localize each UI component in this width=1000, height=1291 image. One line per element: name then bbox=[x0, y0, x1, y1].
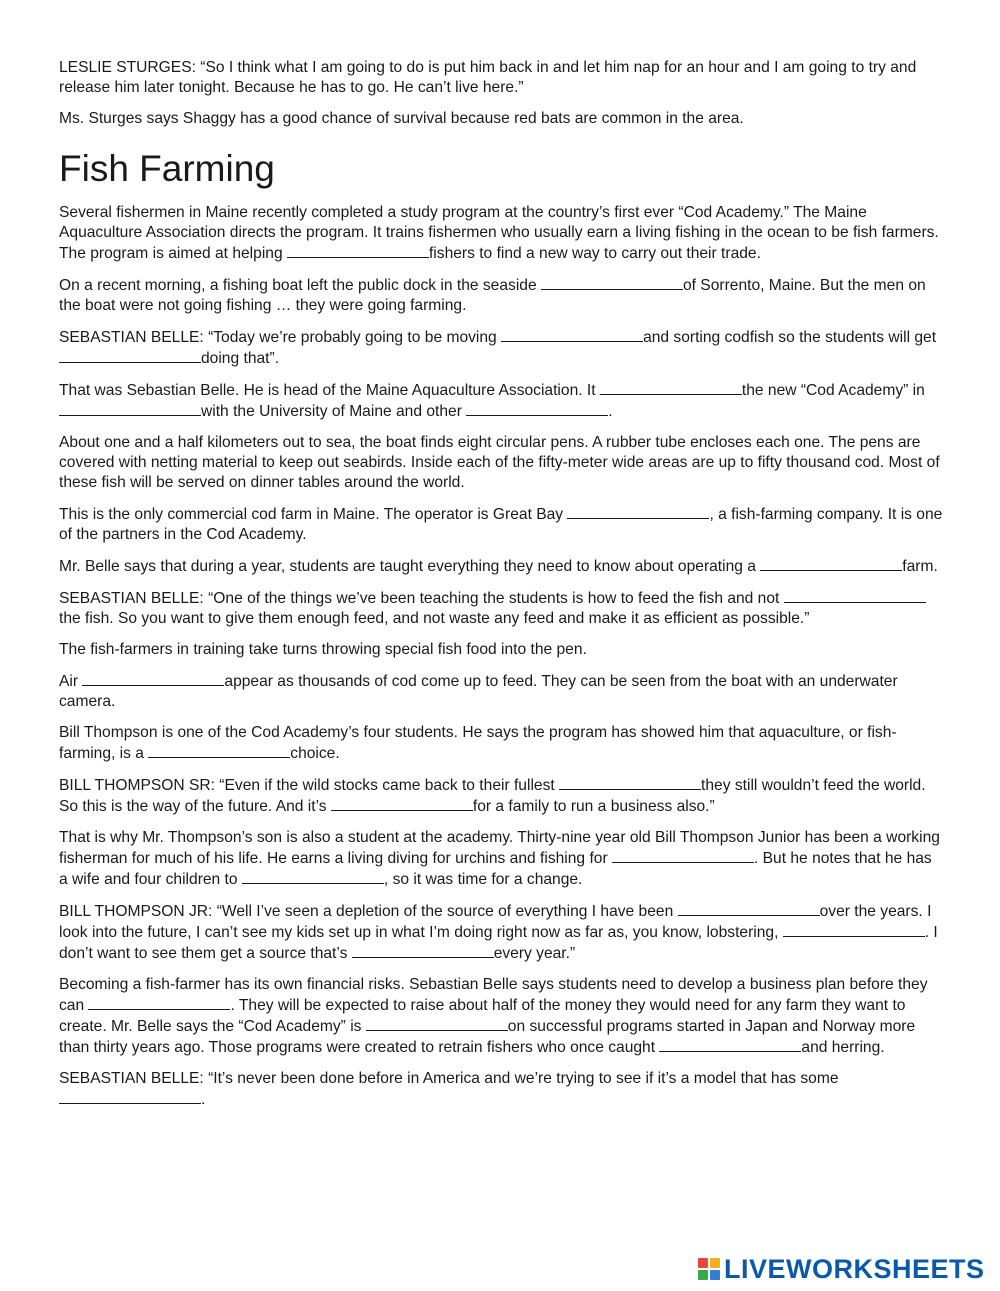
logo-blocks-icon bbox=[698, 1258, 720, 1280]
logo-block bbox=[698, 1258, 708, 1268]
intro-paragraph-2: Ms. Sturges says Shaggy has a good chance of survival because red bats are common in the area. bbox=[59, 110, 744, 127]
logo-text: LIVEWORKSHEETS bbox=[724, 1254, 985, 1284]
answer-blank[interactable] bbox=[88, 995, 230, 1010]
paragraph-text: over the years. I look into the future, I can’t see my kids set up in what I’m doing right now as far as, you know, lobstering, bbox=[59, 903, 932, 941]
paragraph-text: On a recent morning, a fishing boat left the public dock in the seaside bbox=[59, 277, 541, 294]
answer-blank[interactable] bbox=[784, 588, 926, 603]
paragraph-text: the new “Cod Academy” in bbox=[741, 382, 925, 399]
paragraph-text: That is why Mr. Thompson’s son is also a student at the academy. Thirty-nine year old Bill Thompson Junior has been a working fisherman for much of his life. He earns a living diving for urchins and fishing for bbox=[59, 829, 940, 867]
answer-blank[interactable] bbox=[466, 401, 608, 416]
article-paragraph bbox=[59, 1069, 944, 1110]
answer-blank[interactable] bbox=[242, 869, 384, 884]
paragraph-text: , a fish-farming company. It is one of the partners in the Cod Academy. bbox=[59, 506, 943, 543]
answer-blank[interactable] bbox=[760, 556, 902, 571]
answer-blank[interactable] bbox=[82, 671, 224, 686]
article-paragraph bbox=[59, 588, 944, 629]
paragraph-text: That was Sebastian Belle. He is head of the Maine Aquaculture Association. It bbox=[59, 382, 600, 399]
paragraph-text: for a family to run a business also.” bbox=[472, 798, 715, 815]
worksheet-page bbox=[59, 58, 944, 1121]
paragraph-text: choice. bbox=[290, 745, 340, 762]
paragraph-text: . They will be expected to raise about half of the money they would need for any farm they want to create. Mr. Belle says the “Cod Academy” is bbox=[59, 997, 906, 1035]
intro-paragraph-1: LESLIE STURGES: “So I think what I am going to do is put him back in and let him nap for an hour and I am going to try and release him later tonight. Because he has to go. He can’t live here.” bbox=[59, 59, 917, 96]
paragraph-text: Air bbox=[59, 673, 83, 690]
article-paragraph bbox=[59, 901, 944, 964]
page-title: Fish Farming bbox=[59, 148, 275, 189]
paragraph-text: Becoming a fish-farmer has its own financial risks. Sebastian Belle says students need to develop a business plan before they can bbox=[59, 976, 928, 1014]
answer-blank[interactable] bbox=[678, 901, 820, 916]
paragraph-text: This is the only commercial cod farm in Maine. The operator is Great Bay bbox=[59, 506, 568, 523]
paragraph-text: with the University of Maine and other bbox=[201, 403, 467, 420]
paragraph-text: . bbox=[608, 403, 613, 420]
liveworksheets-logo bbox=[698, 1254, 998, 1284]
logo-block bbox=[710, 1258, 720, 1268]
article-paragraph bbox=[59, 640, 944, 660]
answer-blank[interactable] bbox=[567, 504, 709, 519]
article-paragraph bbox=[59, 327, 944, 369]
paragraph-text: SEBASTIAN BELLE: “One of the things we’ve been teaching the students is how to feed the fish and not bbox=[59, 590, 784, 607]
article-paragraph bbox=[59, 828, 944, 890]
paragraph-text: Mr. Belle says that during a year, students are taught everything they need to know about operating a bbox=[59, 558, 761, 575]
answer-blank[interactable] bbox=[331, 796, 473, 811]
paragraph-text: and herring. bbox=[801, 1039, 885, 1056]
article-paragraph bbox=[59, 275, 944, 316]
paragraph-text: of Sorrento, Maine. But the men on the boat were not going fishing … they were going farming. bbox=[59, 277, 926, 314]
paragraph-text: BILL THOMPSON JR: “Well I’ve seen a depletion of the source of everything I have been bbox=[59, 903, 678, 920]
article-paragraph bbox=[59, 723, 944, 764]
article-paragraph bbox=[59, 504, 944, 545]
article-paragraph bbox=[59, 203, 944, 264]
answer-blank[interactable] bbox=[59, 1089, 201, 1104]
answer-blank[interactable] bbox=[287, 243, 429, 258]
answer-blank[interactable] bbox=[612, 848, 754, 863]
paragraph-text: Bill Thompson is one of the Cod Academy’s four students. He says the program has showed him that aquaculture, or fish-farming, is a bbox=[59, 724, 897, 762]
paragraph-text: they still wouldn’t feed the world. So this is the way of the future. And it’s bbox=[59, 777, 926, 815]
answer-blank[interactable] bbox=[600, 380, 742, 395]
logo-block bbox=[710, 1270, 720, 1280]
answer-blank[interactable] bbox=[59, 348, 201, 363]
paragraph-text: . bbox=[201, 1091, 206, 1108]
answer-blank[interactable] bbox=[148, 743, 290, 758]
paragraph-text: About one and a half kilometers out to sea, the boat finds eight circular pens. A rubber tube encloses each one. The pens are covered with netting material to keep out seabirds. Inside each of the fifty-meter wide areas are up to fifty thousand cod. Most of these fish will be served on dinner tables around the world. bbox=[59, 434, 940, 491]
paragraph-text: , so it was time for a change. bbox=[383, 871, 583, 888]
paragraph-text: . I don’t want to see them get a source that’s bbox=[59, 924, 938, 962]
logo-block bbox=[698, 1270, 708, 1280]
paragraph-text: SEBASTIAN BELLE: “It’s never been done before in America and we’re trying to see if it’s a model that has some bbox=[59, 1070, 839, 1087]
answer-blank[interactable] bbox=[783, 922, 925, 937]
article-paragraph bbox=[59, 775, 944, 817]
paragraph-text: on successful programs started in Japan and Norway more than thirty years ago. Those programs were created to retrain fishers who once caught bbox=[59, 1018, 916, 1056]
answer-blank[interactable] bbox=[352, 943, 494, 958]
article-paragraph bbox=[59, 380, 944, 422]
paragraph-text: Several fishermen in Maine recently completed a study program at the country’s first ever “Cod Academy.” The Maine Aquaculture Association directs the program. It trains fishermen who usually earn a living fishing in the ocean to be fish farmers. The program is aimed at helping bbox=[59, 204, 939, 262]
article-paragraph bbox=[59, 671, 944, 712]
paragraph-text: the fish. So you want to give them enough feed, and not waste any feed and make it as efficient as possible.” bbox=[59, 610, 810, 627]
paragraph-text: SEBASTIAN BELLE: “Today we’re probably going to be moving bbox=[59, 329, 502, 346]
answer-blank[interactable] bbox=[501, 327, 643, 342]
answer-blank[interactable] bbox=[541, 275, 683, 290]
article-paragraph bbox=[59, 556, 944, 577]
answer-blank[interactable] bbox=[59, 401, 201, 416]
paragraph-text: farm. bbox=[902, 558, 938, 575]
paragraph-text: The fish-farmers in training take turns throwing special fish food into the pen. bbox=[59, 641, 587, 658]
answer-blank[interactable] bbox=[366, 1016, 508, 1031]
article-paragraph bbox=[59, 975, 944, 1058]
paragraph-text: BILL THOMPSON SR: “Even if the wild stocks came back to their fullest bbox=[59, 777, 560, 794]
article-body bbox=[59, 203, 944, 1110]
answer-blank[interactable] bbox=[559, 775, 701, 790]
paragraph-text: and sorting codfish so the students will get bbox=[643, 329, 937, 346]
article-paragraph bbox=[59, 433, 944, 493]
paragraph-text: . But he notes that he has a wife and four children to bbox=[59, 850, 932, 888]
paragraph-text: doing that”. bbox=[201, 350, 280, 367]
paragraph-text: every year.” bbox=[493, 945, 576, 962]
answer-blank[interactable] bbox=[659, 1037, 801, 1052]
paragraph-text: fishers to find a new way to carry out their trade. bbox=[428, 245, 761, 262]
paragraph-text: appear as thousands of cod come up to feed. They can be seen from the boat with an underwater camera. bbox=[59, 673, 898, 710]
